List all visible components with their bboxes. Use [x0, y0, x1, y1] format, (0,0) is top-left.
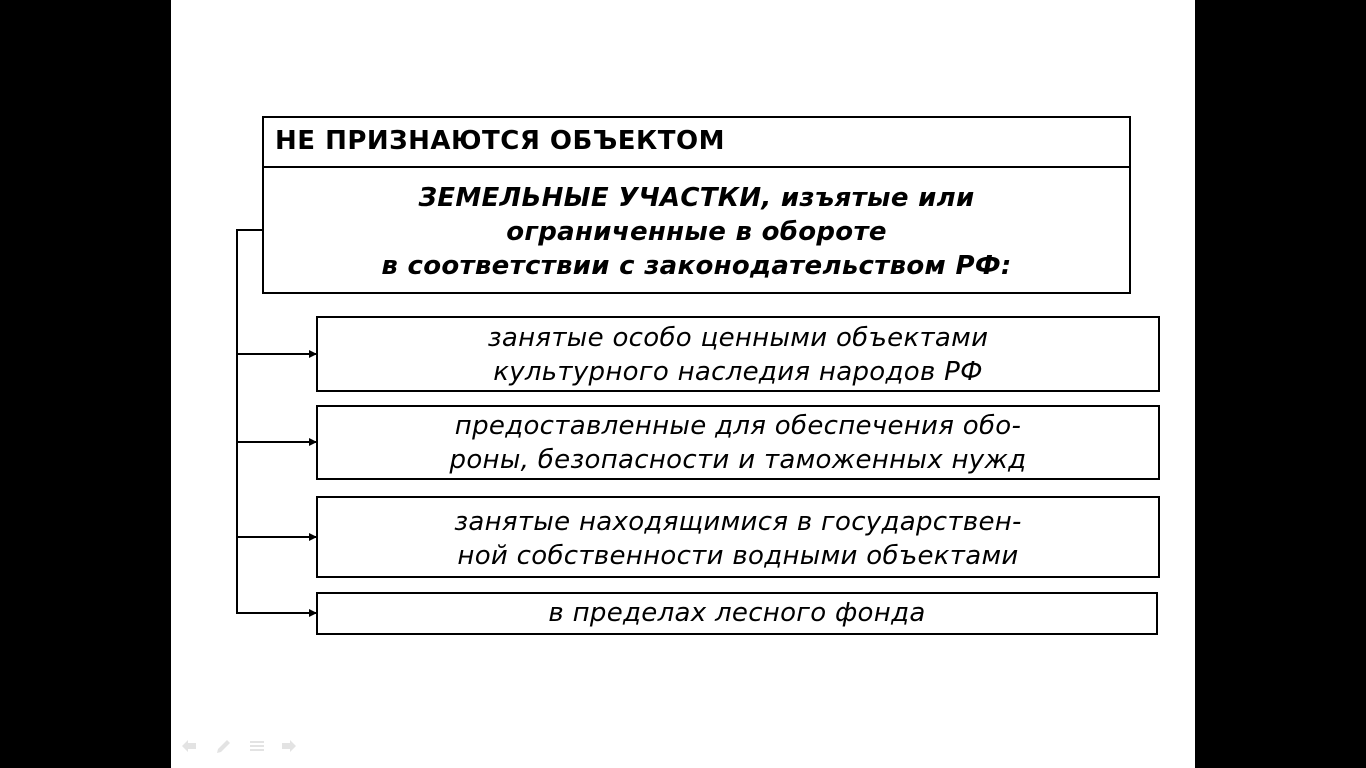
item-line: культурного наследия народов РФ [493, 357, 983, 387]
item-box-defense [316, 405, 1160, 480]
subject-text [264, 181, 1129, 283]
pen-icon[interactable] [214, 739, 232, 757]
subject-line: ЗЕМЕЛЬНЫЕ УЧАСТКИ, изъятые или [418, 183, 975, 213]
header-box [262, 116, 1131, 168]
menu-icon[interactable] [248, 739, 266, 757]
item-box-cultural-heritage [316, 316, 1160, 392]
item-text [318, 409, 1158, 477]
arrow-left-icon[interactable] [180, 739, 198, 757]
item-text [318, 505, 1158, 573]
item-box-forest-fund [316, 592, 1158, 635]
item-line: занятые особо ценными объектами [487, 323, 989, 353]
subject-line: ограниченные в обороте [506, 217, 887, 247]
item-text [318, 321, 1158, 389]
item-line: занятые находящимися в государствен- [454, 507, 1022, 537]
header-title: НЕ ПРИЗНАЮТСЯ ОБЪЕКТОМ [275, 126, 725, 156]
item-text [318, 596, 1156, 630]
arrow-right-icon[interactable] [280, 739, 298, 757]
item-line: в пределах лесного фонда [548, 598, 926, 628]
subject-box [262, 166, 1131, 294]
item-line: ной собственности водными объектами [457, 541, 1019, 571]
item-line: предоставленные для обеспечения обо- [454, 411, 1022, 441]
subject-line: в соответствии с законодательством РФ: [381, 251, 1012, 281]
item-box-water-objects [316, 496, 1160, 578]
item-line: роны, безопасности и таможенных нужд [449, 445, 1027, 475]
